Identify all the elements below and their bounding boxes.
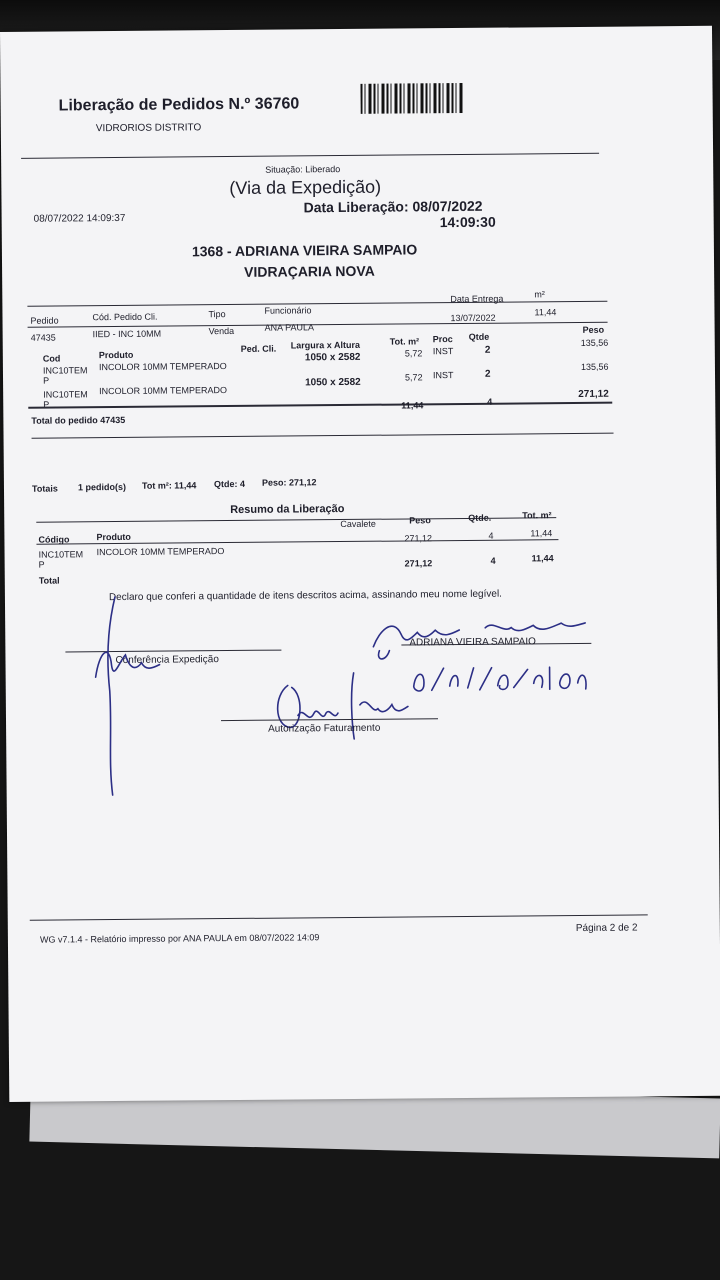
status-text: Situação: Liberado [265,164,341,175]
order-cod-pedido: IIED - INC 10MM [92,328,162,340]
release-time: 14:09:30 [439,213,496,231]
summary-total-qtde: 4 [490,555,496,566]
footer-rule [30,914,648,920]
item2-produto: INCOLOR 10MM TEMPERADO [99,385,228,397]
item-col-qtde: Qtde [468,331,490,342]
item2-cod: INC10TEM [43,389,88,400]
item-col-largura-altura: Largura x Altura [290,339,360,351]
col-data-entrega: Data Entrega [450,293,504,305]
item2-medida: 1050 x 2582 [305,376,361,389]
conferencia-label: Conferência Expedição [115,654,219,667]
item1-proc: INST [432,346,454,357]
document-title: Liberação de Pedidos N.º 36760 [58,95,300,115]
footer-page: Página 2 de 2 [575,922,638,935]
totals-pedidos: 1 pedido(s) [77,481,127,493]
summary-codigo: INC10TEM [38,549,84,560]
item1-peso: 135,56 [580,337,609,348]
item1-cod-suffix: P [43,375,50,386]
summary-col-codigo: Código [38,534,70,545]
item-col-proc: Proc [432,334,453,345]
order-total-rule [28,399,612,410]
order-data-entrega: 13/07/2022 [450,312,496,324]
item2-proc: INST [432,370,454,381]
header-divider [21,153,599,159]
totals-m2: Tot m²: 11,44 [141,480,197,491]
conferencia-signature [75,590,197,801]
summary-codigo-suffix: P [38,559,45,570]
col-pedido: Pedido [30,315,59,326]
order-m2: 11,44 [534,307,557,318]
item-col-produto: Produto [98,349,134,361]
totals-label: Totais [31,483,58,494]
order-total-qtde: 4 [487,396,493,407]
item-col-ped-cli: Ped. Cli. [240,343,277,354]
handwritten-date [409,659,589,697]
summary-tot-m2: 11,44 [530,528,553,539]
print-datetime: 08/07/2022 14:09:37 [33,212,126,225]
col-cod-pedido: Cód. Pedido Cli. [92,311,158,323]
summary-total-peso: 271,12 [404,558,433,569]
item2-peso: 135,56 [580,361,609,372]
summary-col-cavalete: Cavalete [340,518,376,530]
order-pedido: 47435 [30,332,56,343]
client-signature-name: ADRIANA VIEIRA SAMPAIO [409,636,536,649]
totals-qtde: Qtde: 4 [213,478,246,490]
summary-col-tot-m2: Tot. m² [522,510,552,521]
summary-peso: 271,12 [404,533,433,544]
via-title: (Via da Expedição) [229,176,382,199]
authorization-label: Autorização Faturamento [268,722,381,735]
table-top-rule [27,301,607,307]
item-col-peso: Peso [582,324,605,335]
release-date: Data Liberação: 08/07/2022 [303,197,483,216]
item2-qtde: 2 [484,368,491,380]
client-line: 1368 - ADRIANA VIEIRA SAMPAIO [191,241,418,260]
summary-col-peso: Peso [409,515,431,526]
item-col-tot-m2: Tot. m² [389,336,420,347]
client-name: VIDRAÇARIA NOVA [244,262,375,280]
summary-total-m2: 11,44 [531,553,554,564]
order-total-label: Total do pedido 47435 [31,414,126,426]
summary-total-label: Total [38,575,60,586]
item2-cod-suffix: P [43,399,50,410]
summary-title: Resumo da Liberação [230,503,345,517]
item1-medida: 1050 x 2582 [304,351,361,364]
order-tipo: Venda [208,325,235,337]
client-signature [365,609,595,661]
item1-tot-m2: 5,72 [404,348,423,359]
order-funcionario: ANA PAULA [264,322,314,333]
order-bottom-rule [32,433,614,439]
footer-report: WG v7.1.4 - Relatório impresso por ANA PAULA em 08/07/2022 14:09 [39,932,320,945]
company-name: VIDRORIOS DISTRITO [95,122,202,135]
order-total-peso: 271,12 [578,388,609,400]
item1-cod: INC10TEM [42,365,88,376]
header-rule [28,322,608,328]
item-col-cod: Cod [42,353,61,364]
summary-col-qtde: Qtde. [468,512,492,523]
item1-qtde: 2 [484,344,491,356]
item2-tot-m2: 5,72 [404,372,423,383]
summary-qtde: 4 [488,530,494,541]
order-total-m2: 11,44 [401,400,424,411]
col-m2: m² [534,289,545,300]
summary-col-produto: Produto [96,531,131,543]
declaration-text: Declaro que conferi a quantidade de itens descritos acima, assinando meu nome legível. [108,588,502,604]
summary-produto: INCOLOR 10MM TEMPERADO [96,546,225,558]
totals-peso: Peso: 271,12 [261,477,317,488]
item1-produto: INCOLOR 10MM TEMPERADO [98,361,227,373]
document-page [0,26,720,1102]
col-tipo: Tipo [208,309,226,320]
col-funcionario: Funcionário [264,305,312,316]
barcode [360,83,462,114]
